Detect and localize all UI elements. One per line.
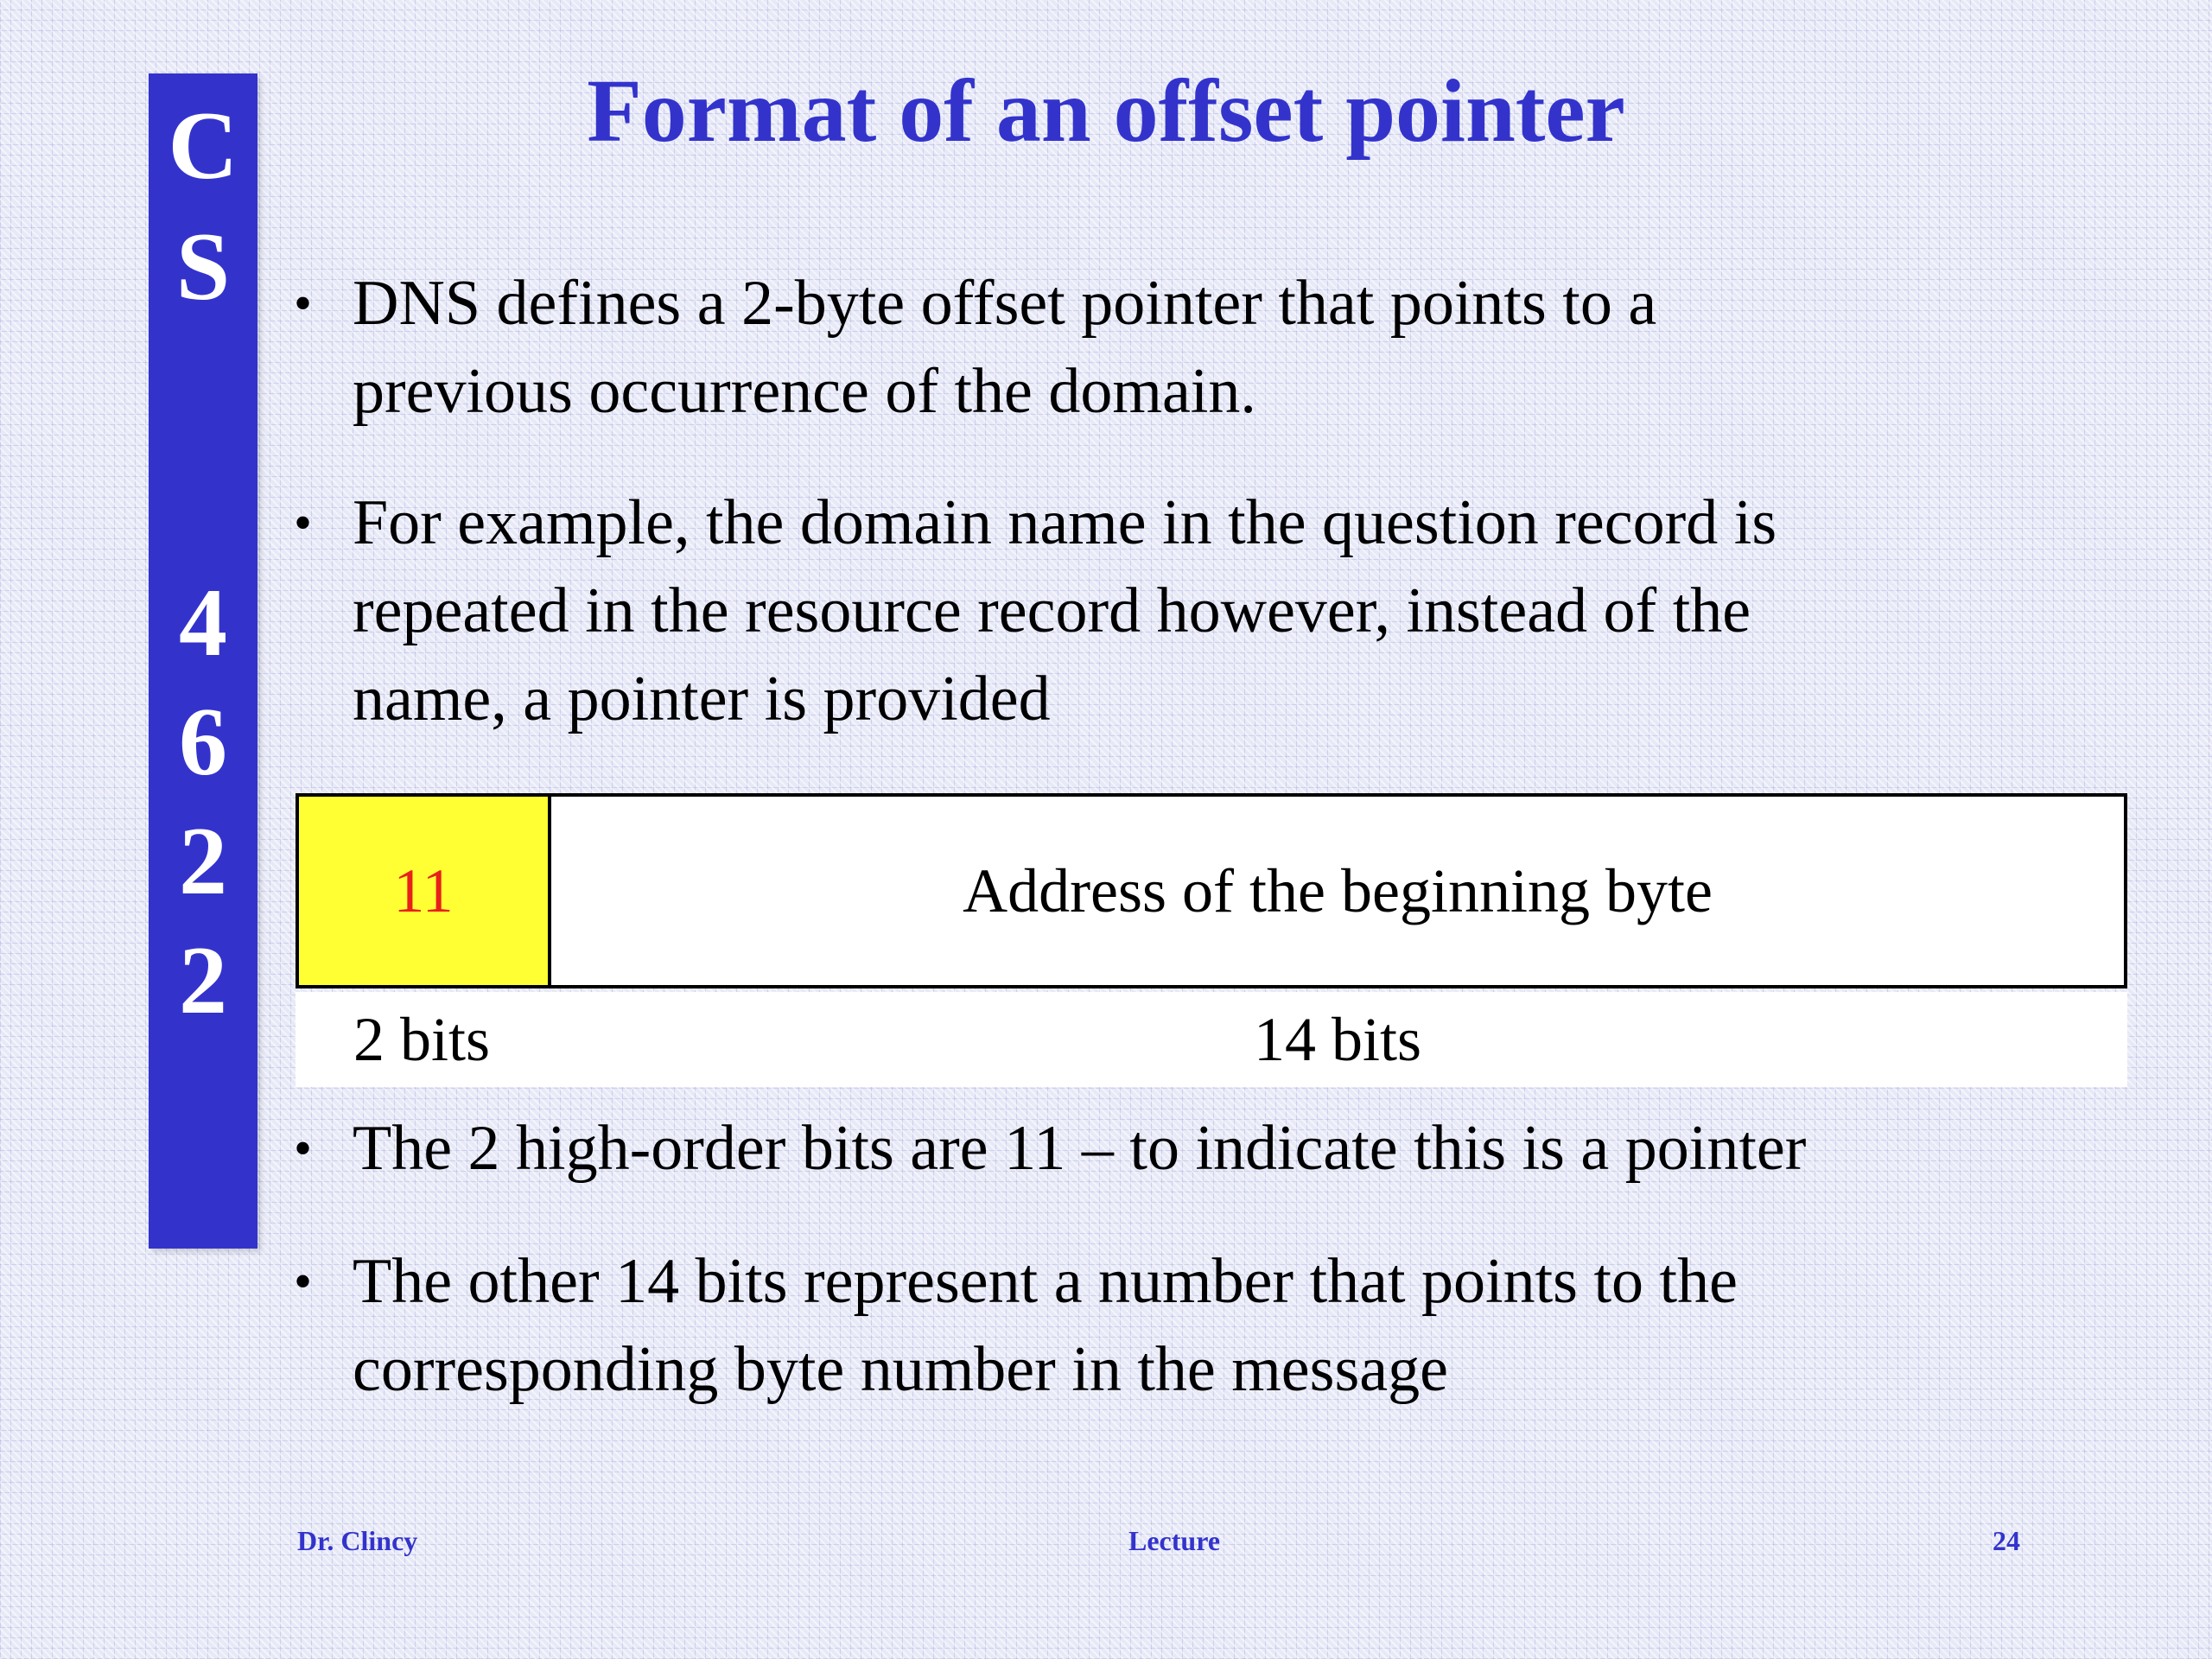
bullet-line: The other 14 bits represent a number that points to the <box>353 1246 1738 1317</box>
page-number: 24 <box>1993 1525 2020 1556</box>
pointer-flag-cell: 11 <box>299 797 551 985</box>
bullet-line: DNS defines a 2-byte offset pointer that points to a <box>353 268 1657 339</box>
footer-center: Lecture <box>1128 1525 1221 1556</box>
bullet-line: For example, the domain name in the question record is <box>353 487 1777 558</box>
course-code-bar <box>149 73 257 1249</box>
bullet-line: repeated in the resource record however, instead of the <box>353 575 1751 646</box>
bullet-item <box>294 259 2143 435</box>
bullet-icon: • <box>294 1253 313 1310</box>
course-letter: S <box>175 213 231 321</box>
bit-width-row <box>296 992 2127 1087</box>
bullet-icon: • <box>294 1120 313 1177</box>
bullet-item <box>294 1104 2143 1192</box>
course-digit: 2 <box>179 808 227 915</box>
pointer-address-cell: Address of the beginning byte <box>963 855 1713 925</box>
slide-title: Format of an offset pointer <box>587 61 1625 161</box>
bullet-item <box>294 1237 2143 1414</box>
course-digit: 2 <box>179 927 227 1034</box>
bullet-line: The 2 high-order bits are 11 – to indicate this is a pointer <box>353 1113 1807 1184</box>
bullet-line: corresponding byte number in the message <box>353 1334 1448 1405</box>
bullet-item <box>294 479 2143 743</box>
flag-bit-width: 2 bits <box>353 1004 491 1074</box>
course-letter: C <box>168 92 238 200</box>
course-digit: 6 <box>179 689 227 796</box>
course-digit: 4 <box>179 569 227 677</box>
bullet-icon: • <box>294 275 313 332</box>
offset-pointer-diagram <box>296 793 2127 988</box>
bullet-line: name, a pointer is provided <box>353 664 1051 734</box>
bullet-line: previous occurrence of the domain. <box>353 356 1256 427</box>
address-bit-width: 14 bits <box>1253 1004 1422 1074</box>
footer-author: Dr. Clincy <box>297 1525 418 1556</box>
bullet-icon: • <box>294 494 313 551</box>
